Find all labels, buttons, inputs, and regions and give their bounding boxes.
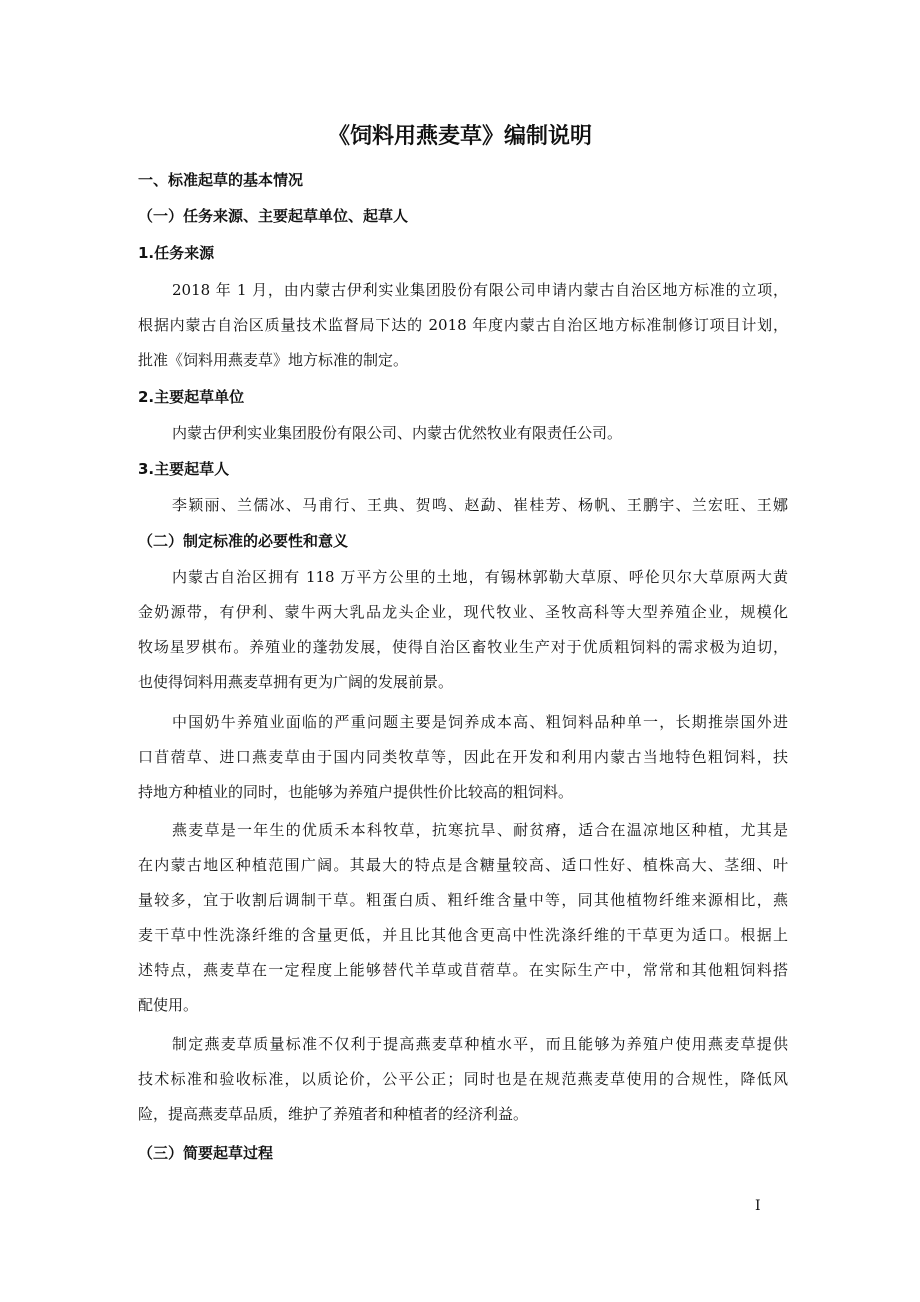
heading-drafters: 3.主要起草人 bbox=[138, 460, 230, 478]
paragraph-3-line-6: 配使用。 bbox=[138, 996, 199, 1014]
drafters-text: 李颖丽、兰儒冰、马甫行、王典、贺鸣、赵勐、崔桂芳、杨帆、王鹏宇、兰宏旺、王娜 bbox=[172, 496, 788, 514]
paragraph-1-line-4: 也使得饲料用燕麦草拥有更为广阔的发展前景。 bbox=[138, 673, 454, 691]
heading-drafting-units: 2.主要起草单位 bbox=[138, 388, 245, 406]
document-title: 《饲料用燕麦草》编制说明 bbox=[327, 124, 592, 149]
task-source-line-3: 批准《饲料用燕麦草》地方标准的制定。 bbox=[138, 351, 409, 369]
paragraph-4-line-3: 险，提高燕麦草品质，维护了养殖者和种植者的经济利益。 bbox=[138, 1105, 529, 1123]
paragraph-2-line-1: 中国奶牛养殖业面临的严重问题主要是饲养成本高、粗饲料品种单一，长期推崇国外进 bbox=[172, 713, 788, 731]
subsection-heading-necessity: （二）制定标准的必要性和意义 bbox=[138, 532, 349, 550]
page-number: I bbox=[755, 1198, 761, 1214]
paragraph-2-line-3: 持地方种植业的同时，也能够为养殖户提供性价比较高的粗饲料。 bbox=[138, 783, 574, 801]
paragraph-3-line-2: 在内蒙古地区种植范围广阔。其最大的特点是含糖量较高、适口性好、植株高大、茎细、叶 bbox=[138, 856, 788, 874]
paragraph-2-line-2: 口苜蓿草、进口燕麦草由于国内同类牧草等，因此在开发和利用内蒙古当地特色粗饲料，扶 bbox=[138, 748, 788, 766]
paragraph-4-line-2: 技术标准和验收标准，以质论价，公平公正；同时也是在规范燕麦草使用的合规性，降低风 bbox=[138, 1070, 788, 1088]
subsection-heading-task: （一）任务来源、主要起草单位、起草人 bbox=[138, 207, 409, 225]
paragraph-3-line-1: 燕麦草是一年生的优质禾本科牧草，抗寒抗旱、耐贫瘠，适合在温凉地区种植，尤其是 bbox=[172, 821, 788, 839]
paragraph-3-line-3: 量较多，宜于收割后调制干草。粗蛋白质、粗纤维含量中等，同其他植物纤维来源相比，燕 bbox=[138, 891, 788, 909]
section-heading-basic-info: 一、标准起草的基本情况 bbox=[138, 171, 304, 189]
paragraph-1-line-1: 内蒙古自治区拥有 118 万平方公里的土地，有锡林郭勒大草原、呼伦贝尔大草原两大黄 bbox=[172, 568, 788, 586]
task-source-line-1: 2018 年 1 月，由内蒙古伊利实业集团股份有限公司申请内蒙古自治区地方标准的立项， bbox=[172, 281, 788, 299]
paragraph-1-line-2: 金奶源带，有伊利、蒙牛两大乳品龙头企业，现代牧业、圣牧高科等大型养殖企业，规模化 bbox=[138, 603, 788, 621]
paragraph-4-line-1: 制定燕麦草质量标准不仅利于提高燕麦草种植水平，而且能够为养殖户使用燕麦草提供 bbox=[172, 1035, 788, 1053]
paragraph-1-line-3: 牧场星罗棋布。养殖业的蓬勃发展，使得自治区畜牧业生产对于优质粗饲料的需求极为迫切， bbox=[138, 638, 788, 656]
paragraph-3-line-5: 述特点，燕麦草在一定程度上能够替代羊草或苜蓿草。在实际生产中，常常和其他粗饲料搭 bbox=[138, 961, 788, 979]
drafting-units-text: 内蒙古伊利实业集团股份有限公司、内蒙古优然牧业有限责任公司。 bbox=[172, 424, 623, 442]
paragraph-3-line-4: 麦干草中性洗涤纤维的含量更低，并且比其他含更高中性洗涤纤维的干草更为适口。根据上 bbox=[138, 926, 788, 944]
heading-task-source: 1.任务来源 bbox=[138, 244, 215, 262]
task-source-line-2: 根据内蒙古自治区质量技术监督局下达的 2018 年度内蒙古自治区地方标准制修订项目计划， bbox=[138, 316, 788, 334]
subsection-heading-drafting-process: （三）简要起草过程 bbox=[138, 1144, 274, 1162]
